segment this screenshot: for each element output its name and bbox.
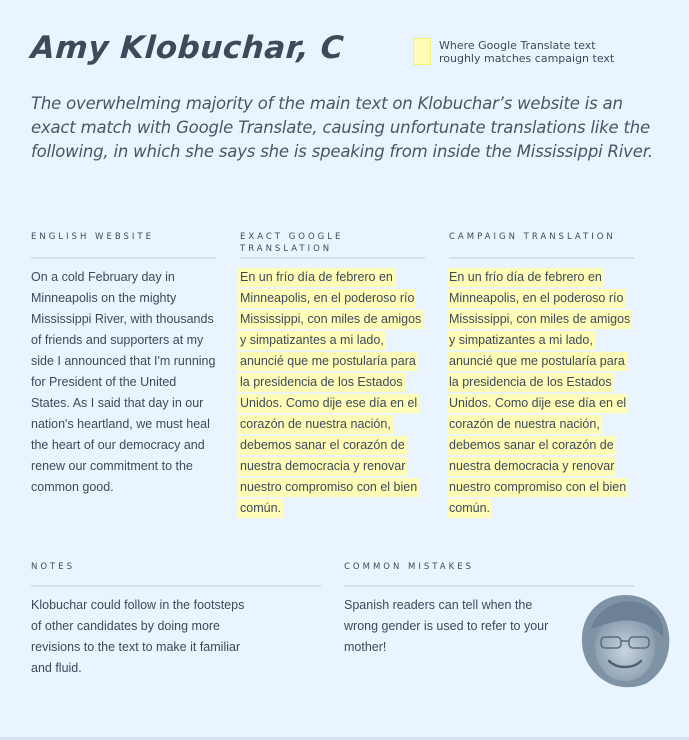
- divider: [344, 585, 634, 587]
- highlight-swatch-icon: [413, 38, 431, 65]
- highlighted-text: En un frío día de febrero en Minneapolis, en el poderoso río Mississippi, con miles de amigos y simpatizantes a mi lado, anuncié que me postularía para la presidencia de los Estados Unidos. Como dije ese día en el corazón de nuestra nación, debemos sanar el corazón de nuestra democracia y renovar nuestro compromiso con el bien común.: [447, 268, 632, 518]
- page-title: Amy Klobuchar, C: [29, 30, 346, 66]
- legend: [413, 38, 639, 65]
- divider: [449, 257, 634, 259]
- divider: [240, 257, 425, 259]
- column-heading: EXACT GOOGLE TRANSLATION: [240, 232, 344, 254]
- notes-text: Klobuchar could follow in the footsteps of other candidates by doing more revisions to the text to make it familiar and fluid.: [31, 598, 245, 675]
- section-heading: COMMON MISTAKES: [344, 562, 474, 572]
- column-text: [31, 267, 216, 498]
- column-text: [449, 267, 634, 519]
- column-heading: CAMPAIGN TRANSLATION: [449, 232, 616, 242]
- divider: [31, 257, 216, 259]
- column-campaign-translation: [449, 231, 634, 519]
- intro-text: The overwhelming majority of the main text on Klobuchar’s website is an exact match with Google Translate, causing unfortunate translations like the following, in which she says she is speaking from inside the Mississippi River.: [31, 94, 653, 161]
- legend-text: Where Google Translate text roughly matches campaign text: [439, 39, 615, 65]
- column-heading: ENGLISH WEBSITE: [31, 232, 154, 242]
- section-heading: NOTES: [31, 562, 76, 572]
- common-mistakes-text: Spanish readers can tell when the wrong gender is used to refer to your mother!: [344, 598, 549, 654]
- highlighted-text: En un frío día de febrero en Minneapolis, en el poderoso río Mississippi, con miles de amigos y simpatizantes a mi lado, anuncié que me postularía para la presidencia de los Estados Unidos. Como dije ese día en el corazón de nuestra nación, debemos sanar el corazón de nuestra democracia y renovar nuestro compromiso con el bien común.: [238, 268, 423, 518]
- column-english-website: [31, 231, 216, 498]
- column-text: [240, 267, 425, 519]
- english-text: On a cold February day in Minneapolis on the mighty Mississippi River, with thousands of friends and supporters at my side I announced that I'm running for President of the United States. As I said that day in our nation's heartland, we must heal the heart of our democracy and renew our commitment to the common good.: [31, 270, 216, 494]
- column-google-translation: [240, 231, 425, 519]
- candidate-portrait-icon: [579, 593, 671, 688]
- divider: [31, 585, 321, 587]
- notes-section: [31, 561, 321, 679]
